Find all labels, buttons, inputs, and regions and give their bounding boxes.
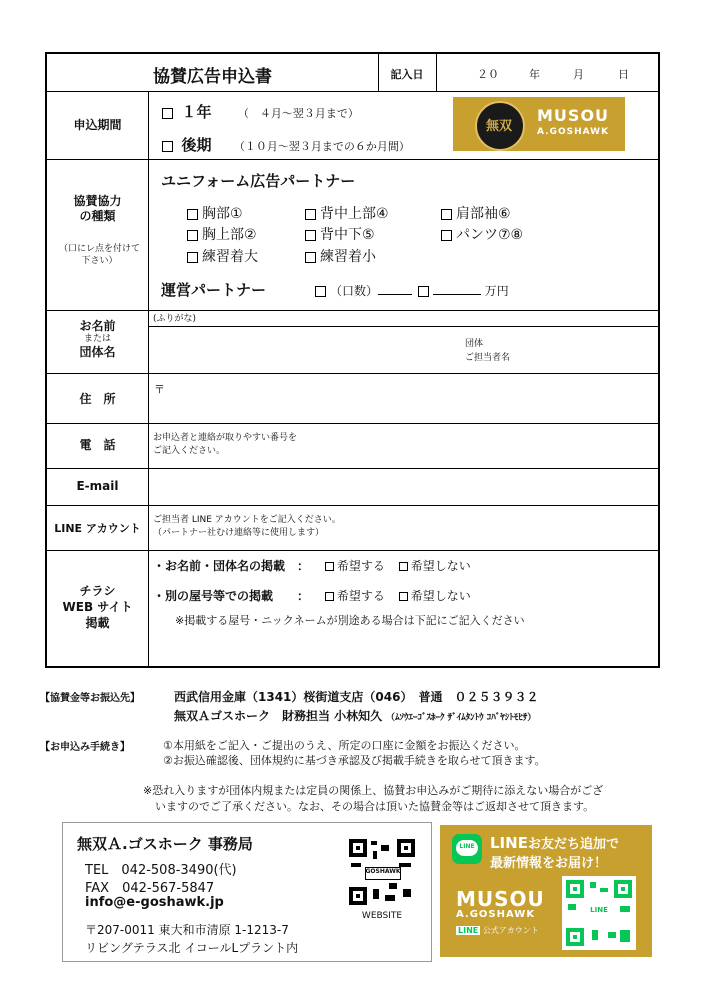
type-label-line1: 協賛協力 xyxy=(73,194,122,208)
line-note-line1: ご担当者 LINE アカウントをご記入ください。 xyxy=(153,515,341,525)
date-year-unit: 年 xyxy=(529,68,540,81)
line-promo-text1 xyxy=(490,833,619,852)
uniform-option-chest-upper[interactable]: 胸上部② xyxy=(187,224,257,244)
office-address1: 〒207-0011 東大和市清原 1-1213-7 xyxy=(85,923,289,937)
date-day-unit: 日 xyxy=(618,68,629,81)
procedure-step2: ②お振込確認後、団体規約に基づき承認及び掲載手続きを取らせて頂きます。 xyxy=(163,754,546,767)
date-label: 記入日 xyxy=(390,68,424,81)
line-promo-name1: MUSOU xyxy=(456,887,545,911)
line-badge-icon xyxy=(452,834,482,864)
logo-subname: A.GOSHAWK xyxy=(537,127,610,137)
contact-person-label: ご担当者名 xyxy=(465,353,511,363)
procedure-notice-line1: ※恐れ入りますが団体内規または定員の関係上、協賛お申込みがご期待に添えない場合がござ xyxy=(143,784,604,797)
postal-mark: 〒 xyxy=(154,383,165,396)
address-label: 住 所 xyxy=(79,392,116,406)
flyer-row-alias xyxy=(153,587,471,604)
flyer-note: ※掲載する屋号・ニックネームが別途ある場合は下記にご記入ください xyxy=(175,614,525,627)
line-account-label: LINE アカウント xyxy=(54,522,141,535)
name-label-line3: 団体名 xyxy=(79,345,116,359)
operation-heading: 運営パートナー xyxy=(161,281,267,299)
line-promo-line-word: LINE xyxy=(490,834,528,852)
phone-note-line2: ご記入ください。 xyxy=(153,446,226,456)
uniform-option-back-lower[interactable]: 背中下⑤ xyxy=(305,224,375,244)
period-option-1year-note: （ ４月～翌３月まで） xyxy=(237,107,359,120)
period-option-latter-label: 後期 xyxy=(181,136,212,154)
flyer-alias-yes[interactable]: 希望する xyxy=(325,589,385,603)
website-qr-caption: WEBSITE xyxy=(361,911,403,921)
checkbox[interactable] xyxy=(162,108,173,119)
period-option-latter-note: （１０月～翌３月までの６か月間） xyxy=(233,140,410,153)
name-label-line1: お名前 xyxy=(79,319,116,333)
payment-account-holder: 無双Ａゴスホーク 財務担当 小林知久 xyxy=(174,709,383,723)
line-promo-text2: 最新情報をお届け！ xyxy=(490,856,608,871)
group-label: 団体 xyxy=(465,339,484,349)
website-qr-label: GOSHAWK xyxy=(365,868,401,875)
flyer-row-name-label: ・お名前・団体名の掲載 ： xyxy=(153,559,310,573)
checkbox[interactable] xyxy=(162,141,173,152)
period-option-latter[interactable] xyxy=(162,134,410,155)
flyer-label xyxy=(47,583,148,631)
website-qr-code-icon[interactable] xyxy=(349,839,415,905)
flyer-row-name xyxy=(153,557,471,574)
date-month-unit: 月 xyxy=(573,68,584,81)
application-form xyxy=(45,52,660,668)
alias-input[interactable] xyxy=(149,630,658,666)
uniform-option-practice-small[interactable]: 練習着小 xyxy=(305,246,376,266)
operation-units-label: （口数） xyxy=(330,284,379,298)
flyer-name-yes[interactable]: 希望する xyxy=(325,559,385,573)
uniform-option-pants[interactable]: パンツ⑦⑧ xyxy=(441,224,523,244)
furigana-field[interactable]: (ふりがな) xyxy=(153,314,197,324)
line-badge-text: LINE xyxy=(459,843,475,850)
payment-label: 【協賛金等お振込先】 xyxy=(40,693,140,704)
phone-label: 電 話 xyxy=(79,438,116,452)
office-address2: リビングテラス北 イコールLプラント内 xyxy=(85,941,299,955)
uniform-option-shoulder[interactable]: 肩部袖⑥ xyxy=(441,203,511,223)
period-label: 申込期間 xyxy=(73,118,122,132)
office-fax: FAX 042-567-5847 xyxy=(85,881,215,896)
phone-note-line1: お申込者と連絡が取りやすい番号を xyxy=(153,433,298,443)
email-input[interactable] xyxy=(149,469,658,504)
uniform-option-practice-large[interactable]: 練習着大 xyxy=(187,246,258,266)
email-label: E-mail xyxy=(76,479,119,493)
flyer-row-alias-label: ・別の屋号等での掲載 ： xyxy=(153,589,310,603)
line-qr-label: LINE xyxy=(586,906,612,914)
line-qr-code-icon[interactable] xyxy=(562,876,636,950)
date-year: ２０ xyxy=(477,68,499,81)
line-account-input[interactable] xyxy=(149,506,658,549)
flyer-label-line3: 掲載 xyxy=(85,616,110,630)
uniform-heading: ユニフォーム広告パートナー xyxy=(161,172,356,190)
type-note: （口にレ点を付けて下さい） xyxy=(58,244,140,266)
period-option-1year-label: １年 xyxy=(181,103,212,121)
procedure-step1: ①本用紙をご記入・ご提出のうえ、所定の口座に金額をお振込ください。 xyxy=(163,739,526,752)
procedure-label: 【お申込み手続き】 xyxy=(40,742,130,753)
type-label-line2: の種類 xyxy=(79,209,116,223)
flyer-label-line2: WEB サイト xyxy=(62,600,133,614)
uniform-option-chest[interactable]: 胸部① xyxy=(187,203,243,223)
payment-account-kana: （ﾑｿｳｴｰｺﾞｽﾎｰｸ ｻﾞｲﾑﾀﾝﾄｳ ｺﾊﾞﾔｼﾄﾓﾋｻ） xyxy=(386,713,537,723)
operation-yen-label: 万円 xyxy=(484,284,509,298)
team-logo xyxy=(453,97,625,151)
name-label xyxy=(47,319,148,360)
logo-name: MUSOU xyxy=(537,106,610,125)
operation-units-field[interactable] xyxy=(315,282,509,299)
address-input[interactable] xyxy=(149,374,658,422)
type-label xyxy=(47,194,148,224)
office-title: 無双Ａ.ゴスホーク 事務局 xyxy=(77,835,253,853)
phone-input[interactable] xyxy=(149,424,658,467)
line-promo-card[interactable] xyxy=(440,825,652,957)
name-input[interactable] xyxy=(149,327,658,372)
line-note-line2: （パートナー社むけ連絡等に使用します） xyxy=(153,528,325,538)
line-official-text: 公式アカウント xyxy=(482,926,539,935)
payment-line2 xyxy=(174,707,536,724)
uniform-option-back-upper[interactable]: 背中上部④ xyxy=(305,203,389,223)
line-official-label xyxy=(456,925,539,936)
line-promo-name2: A.GOSHAWK xyxy=(456,909,536,920)
date-field[interactable] xyxy=(437,66,658,82)
logo-kanji: 無双 xyxy=(485,119,512,134)
office-email[interactable]: info@e-goshawk.jp xyxy=(85,895,224,910)
period-option-1year[interactable] xyxy=(162,101,359,122)
form-title: 協賛広告申込書 xyxy=(153,67,272,87)
flyer-alias-no[interactable]: 希望しない xyxy=(399,589,471,603)
office-tel: TEL 042-508-3490(代) xyxy=(85,863,237,878)
line-promo-text1-rest: お友だち追加で xyxy=(527,837,619,852)
line-official-badge: LINE xyxy=(458,926,479,935)
flyer-label-line1: チラシ xyxy=(79,584,116,598)
flyer-name-no[interactable]: 希望しない xyxy=(399,559,471,573)
office-box xyxy=(62,822,432,962)
name-label-line2: または xyxy=(83,334,111,344)
payment-line1: 西武信用金庫（1341）桜街道支店（046） 普通 ０２５３９３２ xyxy=(174,690,539,704)
procedure-notice-line2: いますのでご了承ください。なお、その場合は頂いた協賛金等はご返却させて頂きます。 xyxy=(155,800,595,813)
